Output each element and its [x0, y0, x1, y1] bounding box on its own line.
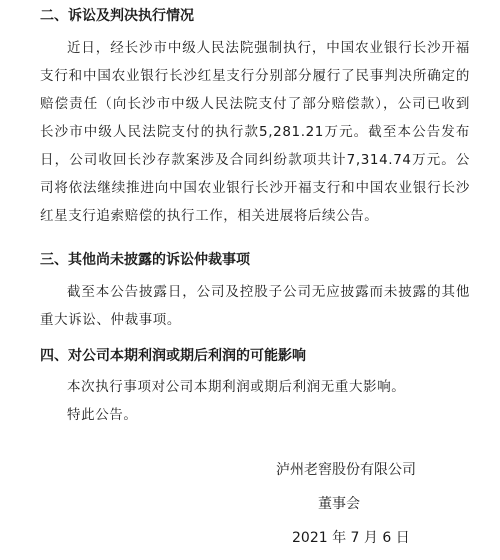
section-paragraph-other-litigation: 截至本公告披露日，公司及控股子公司无应披露而未披露的其他重大诉讼、仲裁事项。 — [40, 284, 470, 328]
section-paragraph-profit-impact: 本次执行事项对公司本期利润或期后利润无重大影响。 — [67, 379, 406, 395]
signature-company: 泸州老窖股份有限公司 — [276, 462, 416, 478]
section-heading-litigation: 二、诉讼及判决执行情况 — [40, 8, 194, 24]
closing-line: 特此公告。 — [67, 407, 138, 423]
section-heading-profit-impact: 四、对公司本期利润或期后利润的可能影响 — [40, 348, 306, 364]
section-paragraph-litigation: 近日，经长沙市中级人民法院强制执行，中国农业银行长沙开福支行和中国农业银行长沙红星支行分别部分履行了民事判决所确定的赔偿责任（向长沙市中级人民法院支付了部分赔偿款），公司已收到长沙市中级人民法院支付的执行款5,281.21万元。截至本公告发布日，公司收回长沙存款案涉及合同纠纷款项共计7,314.74万元。公司将依法继续推进向中国农业银行长沙开福支行和中国农业银行长沙红星支行追索赔偿的执行工作，相关进展将后续公告。 — [40, 40, 470, 224]
signature-board: 董事会 — [318, 496, 360, 512]
section-heading-other-litigation: 三、其他尚未披露的诉讼仲裁事项 — [40, 252, 250, 268]
signature-date: 2021 年 7 月 6 日 — [292, 530, 410, 546]
